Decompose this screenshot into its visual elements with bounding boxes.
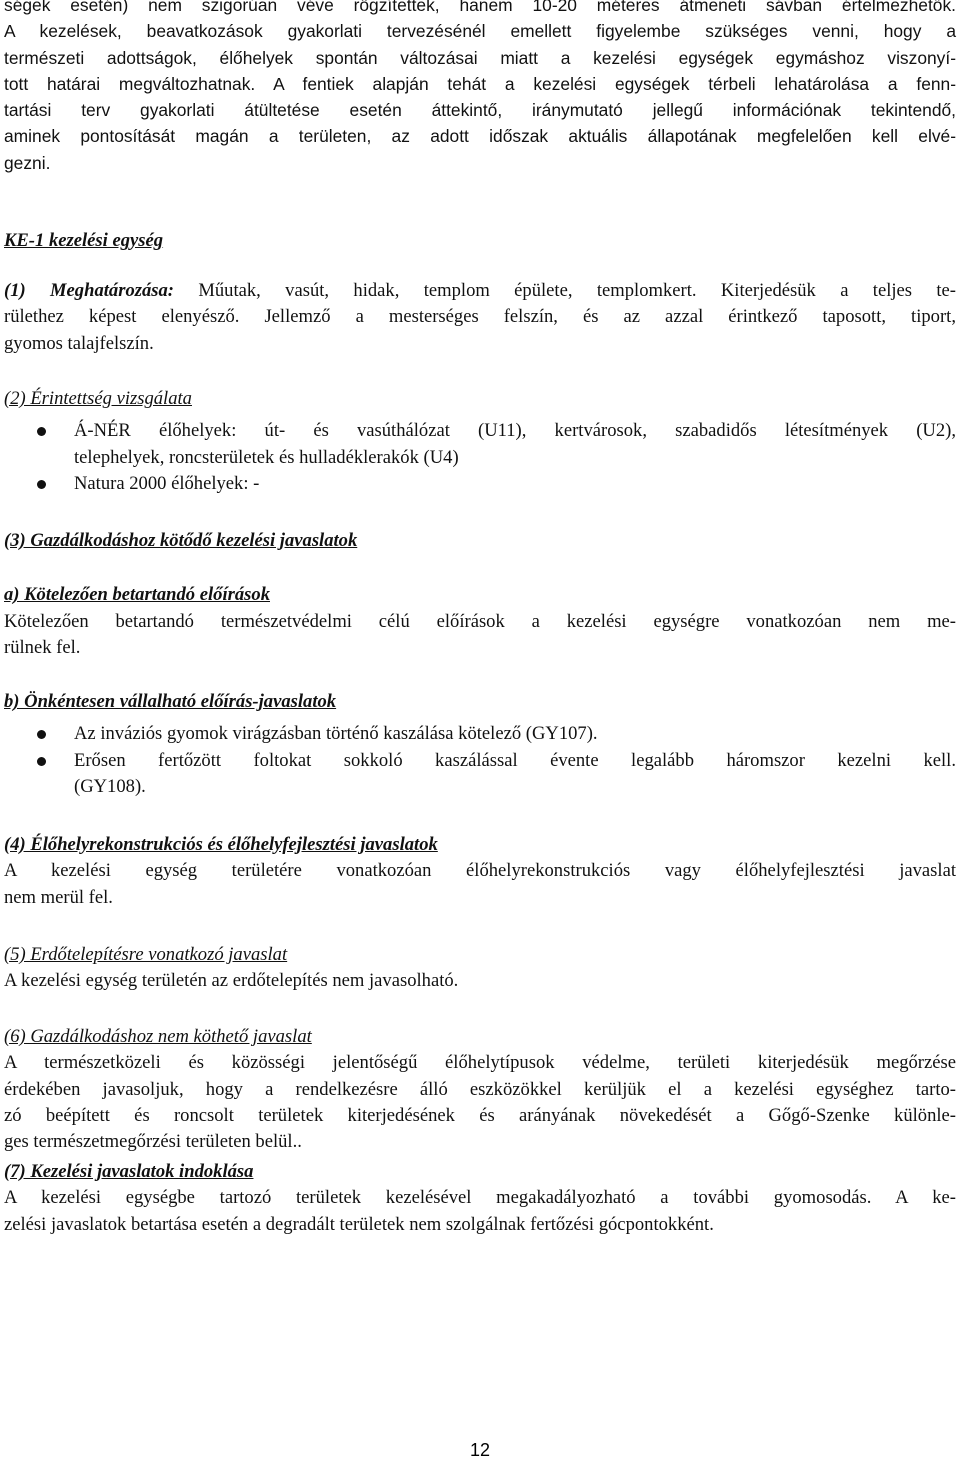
section-4 — [4, 832, 956, 911]
section-3-heading: (3) Gazdálkodáshoz kötődő kezelési javaslatok — [4, 530, 358, 551]
document-page — [4, 0, 956, 1235]
section-7 — [4, 1159, 956, 1238]
section-4-line: nem merül fel. — [4, 886, 113, 908]
intro-line: aminek pontosítását magán a területen, az adott időszak aktuális állapotának megfelelően kell elvé- — [4, 126, 956, 147]
section-6-line: A természetközeli és közösségi jelentőségű élőhelytípusok védelme, területi kiterjedésük megőrzése — [4, 1052, 956, 1074]
list-item-line: Az inváziós gyomok virágzásban történő kaszálása kötelező (GY107). — [74, 723, 598, 745]
list-item-line: telephelyek, roncsterületek és hulladéklerakók (U4) — [74, 446, 459, 468]
section-2-list — [4, 418, 956, 497]
intro-line: ségek esetén) nem szigorúan véve rögzítettek, hanem 10-20 méteres átmeneti sávban értelmezhetők. — [4, 0, 956, 15]
section-7-line: zelési javaslatok betartása esetén a degradált területek nem szolgálnak fertőzési gócpontokként. — [4, 1213, 714, 1235]
section-1-line: rülethez képest elenyésző. Jellemző a mesterséges felszín, és az azzal érintkező taposott, tiport, — [4, 306, 956, 328]
section-5 — [4, 942, 956, 995]
section-6-line: zó beépített és roncsolt területek kiterjedésének és arányának növekedését a Gőgő-Szenke különle- — [4, 1104, 956, 1126]
section-6-line: érdekében javasoljuk, hogy a rendelkezésre álló eszközökkel kerüljük el a kezelési egységhez tarto- — [4, 1078, 956, 1100]
unit-title-block — [4, 228, 956, 254]
section-3a-line: rülnek fel. — [4, 636, 81, 658]
intro-line: természeti adottságok, élőhelyek spontán változásai miatt a kezelési egységek egymáshoz viszonyí- — [4, 47, 956, 68]
list-item-line: Á-NÉR élőhelyek: út- és vasúthálózat (U11), kertvárosok, szabadidős létesítmények (U2), — [74, 420, 956, 442]
intro-line: A kezelések, beavatkozások gyakorlati tervezésénél emellett figyelembe szükséges venni, hogy a — [4, 21, 956, 42]
intro-line: gezni. — [4, 152, 51, 173]
section-7-line: A kezelési egységbe tartozó területek kezelésével megakadályozható a további gyomosodás. A ke- — [4, 1187, 956, 1209]
section-4-heading: (4) Élőhelyrekonstrukciós és élőhelyfejlesztési javaslatok — [4, 834, 438, 855]
list-item — [4, 418, 956, 471]
section-5-heading: (5) Erdőtelepítésre vonatkozó javaslat — [4, 944, 288, 965]
list-item-line: Erősen fertőzött foltokat sokkoló kaszálással évente legalább háromszor kezelni kell. — [74, 749, 956, 771]
intro-paragraph — [4, 0, 956, 176]
section-1 — [4, 252, 956, 357]
section-3 — [4, 528, 956, 800]
section-5-line: A kezelési egység területén az erdőtelepítés nem javasolható. — [4, 970, 459, 992]
section-1-line — [4, 278, 956, 304]
section-1-label: (1) Meghatározása: — [4, 280, 174, 301]
section-4-line: A kezelési egység területére vonatkozóan élőhelyrekonstrukciós vagy élőhelyfejlesztési javaslat — [4, 860, 956, 882]
section-7-heading: (7) Kezelési javaslatok indoklása — [4, 1161, 254, 1182]
bullet-icon — [37, 427, 46, 436]
section-6-line: ges természetmegőrzési területen belül.. — [4, 1131, 302, 1153]
unit-title: KE-1 kezelési egység — [4, 230, 164, 251]
section-3a-heading: a) Kötelezően betartandó előírások — [4, 584, 270, 606]
section-1-line: gyomos talajfelszín. — [4, 332, 154, 354]
section-1-text: Műutak, vasút, hidak, templom épülete, templomkert. Kiterjedésük a teljes te- — [174, 280, 956, 301]
section-6 — [4, 1024, 956, 1155]
list-item-line: (GY108). — [74, 776, 146, 798]
list-item-line: Natura 2000 élőhelyek: - — [74, 472, 260, 494]
page-number: 12 — [469, 1440, 491, 1460]
bullet-icon — [37, 480, 46, 489]
bullet-icon — [37, 757, 46, 766]
section-3b-list — [4, 721, 956, 800]
section-2 — [4, 386, 956, 497]
intro-line: tott határai megváltozhatnak. A fentiek alapján tehát a kezelési egységek térbeli lehatárolása a fenn- — [4, 73, 956, 94]
list-item — [4, 471, 956, 497]
section-6-heading: (6) Gazdálkodáshoz nem köthető javaslat — [4, 1026, 312, 1047]
bullet-icon — [37, 730, 46, 739]
intro-line: tartási terv gyakorlati átültetése esetén áttekintő, iránymutató jellegű információnak tekintendő, — [4, 100, 956, 121]
section-3a-line: Kötelezően betartandó természetvédelmi célú előírások a kezelési egységre vonatkozóan nem me- — [4, 610, 956, 632]
section-2-heading: (2) Érintettség vizsgálata — [4, 388, 192, 409]
list-item — [4, 721, 956, 747]
section-3b-heading: b) Önkéntesen vállalható előírás-javaslatok — [4, 691, 337, 713]
list-item — [4, 748, 956, 801]
